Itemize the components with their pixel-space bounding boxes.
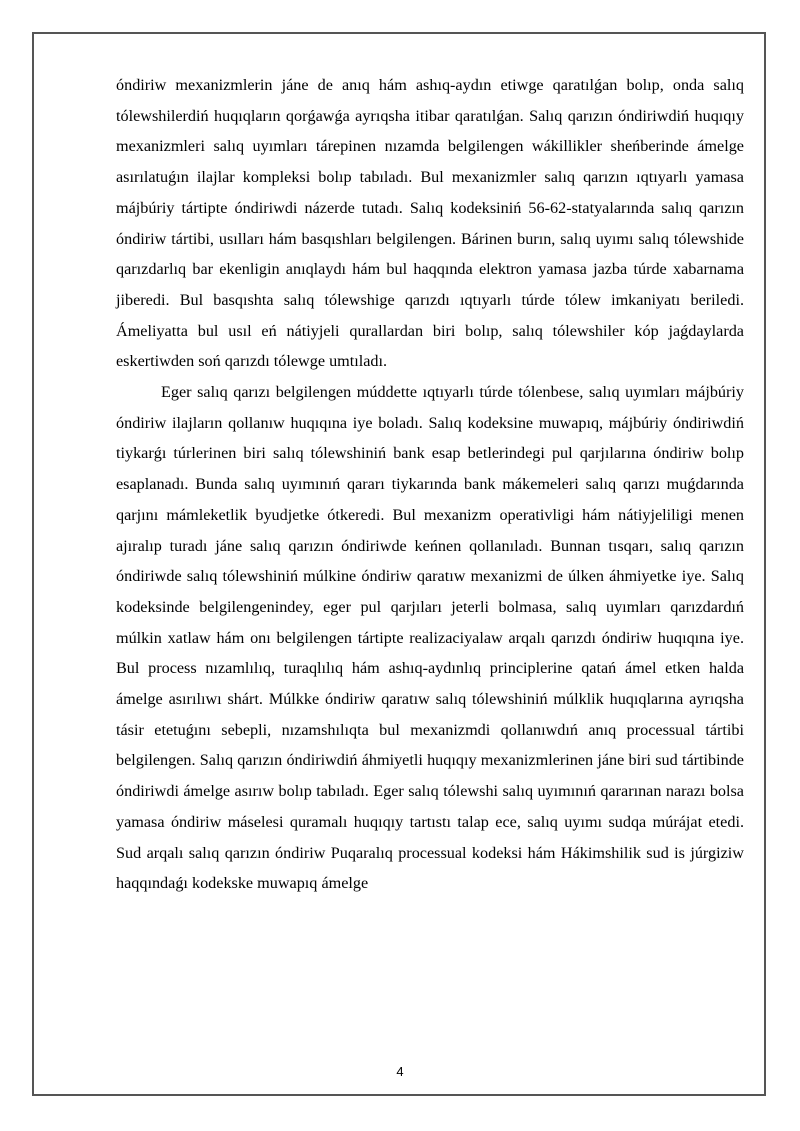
page-number: 4 [396, 1064, 404, 1079]
paragraph-2: Eger salıq qarızı belgilengen múddette ıqtıyarlı túrde tólenbese, salıq uyımları májbúriy óndiriw ilajların qollanıw huqıqına iye boladı. Salıq kodeksine muwapıq, májbúriy óndiriwdiń tiykarǵı túrlerinen biri salıq tólewshiniń bank esap betlerindegi pul qarjılarına óndiriw bolıp esaplanadı. Bunda salıq uyımınıń qararı tiykarında bank mákemeleri salıq qarızı muǵdarında qarjını mámleketlik byudjetke ótkeredi. Bul mexanizm operativligi hám nátiyjeliligi menen ajıralıp turadı jáne salıq qarızın óndiriwde keńnen qollanıladı. Bunnan tısqarı, salıq qarızın óndiriwde salıq tólewshiniń múlkine óndiriw qaratıw mexanizmi de úlken áhmiyetke iye. Salıq kodeksinde belgilengenindey, eger pul qarjıları jeterli bolmasa, salıq uyımları qarızdardıń múlkin xatlaw hám onı belgilengen tártipte realizaciyalaw arqalı qarızdı óndiriw huqıqına iye. Bul process nızamlılıq, turaqlılıq hám ashıq-aydınlıq principlerine qatań ámel etken halda ámelge asırılıwı shárt. Múlkke óndiriw qaratıw salıq tólewshiniń múlklik huqıqlarına ayrıqsha tásir etetuǵını sebepli, nızamshılıqta bul mexanizmdi qollanıwdıń anıq processual tártibi belgilengen. Salıq qarızın óndiriwdiń áhmiyetli huqıqıy mexanizmlerinen jáne biri sud tártibinde óndiriwdi ámelge asırıw bolıp tabıladı. Eger salıq tólewshi salıq uyımınıń qararınan narazı bolsa yamasa óndiriw máselesi quramalı huqıqıy tartıstı talap ece, salıq uyımı sudqa múrájat etedi. Sud arqalı salıq qarızın óndiriw Puqaralıq processual kodeksi hám Hákimshilik sud is júrgiziw haqqındaǵı kodekske muwapıq ámelge [116, 383, 744, 893]
document-body [116, 70, 744, 899]
paragraph-1: óndiriw mexanizmlerin jáne de anıq hám ashıq-aydın etiwge qaratılǵan bolıp, onda salıq tólewshilerdiń huqıqların qorǵawǵa ayrıqsha itibar qaratılǵan. Salıq qarızın óndiriwdiń huqıqıy mexanizmleri salıq uyımları tárepinen nızamda belgilengen wákillikler sheńberinde ámelge asırılatuǵın ilajlar kompleksi bolıp tabıladı. Bul mexanizmler salıq qarızın ıqtıyarlı yamasa májbúriy tártipte óndiriwdi názerde tutadı. Salıq kodeksiniń 56-62-statyalarında salıq qarızın óndiriw tártibi, usılları hám basqıshları belgilengen. Bárinen burın, salıq uyımı salıq tólewshide qarızdarlıq bar ekenligin anıqlaydı hám bul haqqında elektron yamasa jazba túrde xabarnama jiberedi. Bul basqıshta salıq tólewshige qarızdı ıqtıyarlı túrde tólew imkaniyatı beriledi. Ámeliyatta bul usıl eń nátiyjeli qurallardan biri bolıp, salıq tólewshiler kóp jaǵdaylarda eskertiwden soń qarızdı tólewge umtıladı. [116, 76, 744, 371]
